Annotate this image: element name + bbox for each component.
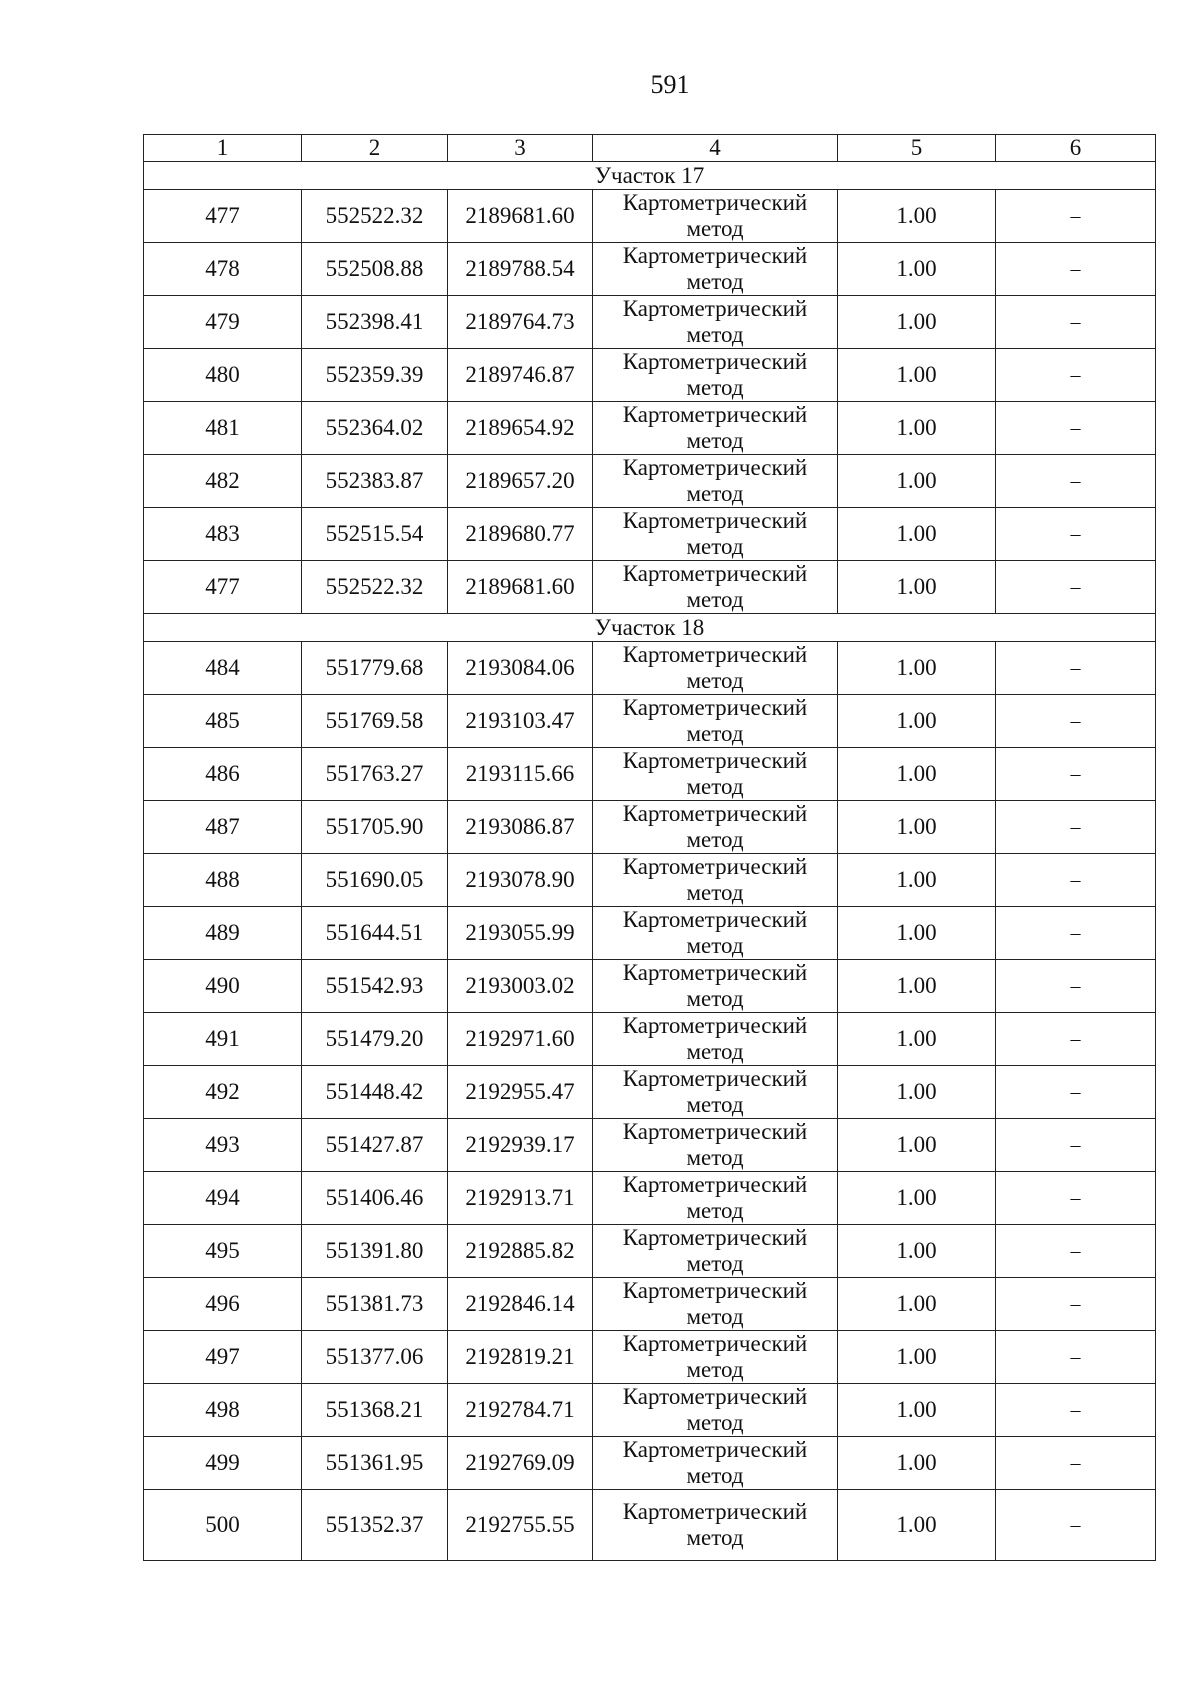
method-cell: Картометрический метод [593, 1066, 838, 1119]
accuracy-cell: 1.00 [838, 243, 996, 296]
method-cell: Картометрический метод [593, 455, 838, 508]
point-number-cell: 484 [144, 642, 302, 695]
table-row [144, 1278, 1156, 1331]
note-cell: – [996, 695, 1156, 748]
method-cell: Картометрический метод [593, 1490, 838, 1561]
x-coordinate-cell: 551406.46 [302, 1172, 448, 1225]
method-cell: Картометрический метод [593, 190, 838, 243]
y-coordinate-cell: 2192769.09 [448, 1437, 593, 1490]
point-number-cell: 491 [144, 1013, 302, 1066]
point-number-cell: 479 [144, 296, 302, 349]
method-cell: Картометрический метод [593, 508, 838, 561]
accuracy-cell: 1.00 [838, 455, 996, 508]
point-number-cell: 480 [144, 349, 302, 402]
x-coordinate-cell: 551644.51 [302, 907, 448, 960]
column-number-cell: 2 [302, 135, 448, 162]
method-cell: Картометрический метод [593, 561, 838, 614]
point-number-cell: 499 [144, 1437, 302, 1490]
x-coordinate-cell: 551381.73 [302, 1278, 448, 1331]
x-coordinate-cell: 552508.88 [302, 243, 448, 296]
accuracy-cell: 1.00 [838, 1437, 996, 1490]
note-cell: – [996, 1437, 1156, 1490]
table-row [144, 748, 1156, 801]
note-cell: – [996, 1172, 1156, 1225]
y-coordinate-cell: 2193115.66 [448, 748, 593, 801]
x-coordinate-cell: 551361.95 [302, 1437, 448, 1490]
note-cell: – [996, 1384, 1156, 1437]
x-coordinate-cell: 551427.87 [302, 1119, 448, 1172]
method-cell: Картометрический метод [593, 1013, 838, 1066]
table-row [144, 1331, 1156, 1384]
column-number-cell: 6 [996, 135, 1156, 162]
note-cell: – [996, 349, 1156, 402]
y-coordinate-cell: 2192913.71 [448, 1172, 593, 1225]
point-number-cell: 486 [144, 748, 302, 801]
point-number-cell: 477 [144, 561, 302, 614]
table-row [144, 1172, 1156, 1225]
y-coordinate-cell: 2189681.60 [448, 190, 593, 243]
x-coordinate-cell: 552364.02 [302, 402, 448, 455]
table-row [144, 907, 1156, 960]
point-number-cell: 496 [144, 1278, 302, 1331]
x-coordinate-cell: 551542.93 [302, 960, 448, 1013]
table-row [144, 642, 1156, 695]
y-coordinate-cell: 2192971.60 [448, 1013, 593, 1066]
accuracy-cell: 1.00 [838, 561, 996, 614]
table-row [144, 1384, 1156, 1437]
table-row [144, 1437, 1156, 1490]
point-number-cell: 492 [144, 1066, 302, 1119]
table-row [144, 854, 1156, 907]
method-cell: Картометрический метод [593, 1225, 838, 1278]
accuracy-cell: 1.00 [838, 508, 996, 561]
section-header-row [144, 614, 1156, 642]
method-cell: Картометрический метод [593, 1278, 838, 1331]
accuracy-cell: 1.00 [838, 1225, 996, 1278]
section-title: Участок 18 [144, 614, 1156, 642]
note-cell: – [996, 190, 1156, 243]
x-coordinate-cell: 552522.32 [302, 190, 448, 243]
table-row [144, 1490, 1156, 1561]
table-row [144, 1225, 1156, 1278]
table-row [144, 190, 1156, 243]
x-coordinate-cell: 551391.80 [302, 1225, 448, 1278]
table-row [144, 455, 1156, 508]
point-number-cell: 493 [144, 1119, 302, 1172]
note-cell: – [996, 455, 1156, 508]
note-cell: – [996, 1013, 1156, 1066]
accuracy-cell: 1.00 [838, 1384, 996, 1437]
column-number-cell: 1 [144, 135, 302, 162]
method-cell: Картометрический метод [593, 1119, 838, 1172]
x-coordinate-cell: 551479.20 [302, 1013, 448, 1066]
accuracy-cell: 1.00 [838, 854, 996, 907]
method-cell: Картометрический метод [593, 907, 838, 960]
method-cell: Картометрический метод [593, 960, 838, 1013]
note-cell: – [996, 907, 1156, 960]
point-number-cell: 495 [144, 1225, 302, 1278]
y-coordinate-cell: 2189681.60 [448, 561, 593, 614]
y-coordinate-cell: 2192885.82 [448, 1225, 593, 1278]
accuracy-cell: 1.00 [838, 907, 996, 960]
x-coordinate-cell: 551448.42 [302, 1066, 448, 1119]
accuracy-cell: 1.00 [838, 1066, 996, 1119]
y-coordinate-cell: 2189788.54 [448, 243, 593, 296]
accuracy-cell: 1.00 [838, 296, 996, 349]
point-number-cell: 494 [144, 1172, 302, 1225]
point-number-cell: 478 [144, 243, 302, 296]
table-row [144, 561, 1156, 614]
accuracy-cell: 1.00 [838, 960, 996, 1013]
note-cell: – [996, 1278, 1156, 1331]
x-coordinate-cell: 551377.06 [302, 1331, 448, 1384]
y-coordinate-cell: 2189764.73 [448, 296, 593, 349]
y-coordinate-cell: 2193084.06 [448, 642, 593, 695]
note-cell: – [996, 1490, 1156, 1561]
section-title: Участок 17 [144, 162, 1156, 190]
y-coordinate-cell: 2192939.17 [448, 1119, 593, 1172]
table-row [144, 1013, 1156, 1066]
point-number-cell: 490 [144, 960, 302, 1013]
method-cell: Картометрический метод [593, 1172, 838, 1225]
method-cell: Картометрический метод [593, 1384, 838, 1437]
note-cell: – [996, 854, 1156, 907]
x-coordinate-cell: 552359.39 [302, 349, 448, 402]
method-cell: Картометрический метод [593, 1331, 838, 1384]
table-row [144, 695, 1156, 748]
method-cell: Картометрический метод [593, 243, 838, 296]
method-cell: Картометрический метод [593, 1437, 838, 1490]
y-coordinate-cell: 2192755.55 [448, 1490, 593, 1561]
note-cell: – [996, 642, 1156, 695]
accuracy-cell: 1.00 [838, 190, 996, 243]
point-number-cell: 487 [144, 801, 302, 854]
column-number-cell: 5 [838, 135, 996, 162]
column-number-cell: 4 [593, 135, 838, 162]
section-header-row [144, 162, 1156, 190]
method-cell: Картометрический метод [593, 748, 838, 801]
y-coordinate-cell: 2193103.47 [448, 695, 593, 748]
point-number-cell: 477 [144, 190, 302, 243]
note-cell: – [996, 1066, 1156, 1119]
y-coordinate-cell: 2192846.14 [448, 1278, 593, 1331]
accuracy-cell: 1.00 [838, 748, 996, 801]
x-coordinate-cell: 551705.90 [302, 801, 448, 854]
table-row [144, 960, 1156, 1013]
y-coordinate-cell: 2192955.47 [448, 1066, 593, 1119]
x-coordinate-cell: 552398.41 [302, 296, 448, 349]
method-cell: Картометрический метод [593, 349, 838, 402]
table-row [144, 296, 1156, 349]
x-coordinate-cell: 551779.68 [302, 642, 448, 695]
note-cell: – [996, 402, 1156, 455]
y-coordinate-cell: 2193003.02 [448, 960, 593, 1013]
x-coordinate-cell: 551769.58 [302, 695, 448, 748]
coordinates-table [143, 134, 1156, 1561]
table-row [144, 1119, 1156, 1172]
note-cell: – [996, 1225, 1156, 1278]
note-cell: – [996, 296, 1156, 349]
method-cell: Картометрический метод [593, 854, 838, 907]
x-coordinate-cell: 551690.05 [302, 854, 448, 907]
y-coordinate-cell: 2189746.87 [448, 349, 593, 402]
x-coordinate-cell: 552515.54 [302, 508, 448, 561]
table-row [144, 801, 1156, 854]
accuracy-cell: 1.00 [838, 349, 996, 402]
accuracy-cell: 1.00 [838, 695, 996, 748]
x-coordinate-cell: 551352.37 [302, 1490, 448, 1561]
table-row [144, 402, 1156, 455]
table-body [144, 135, 1156, 1561]
accuracy-cell: 1.00 [838, 1331, 996, 1384]
note-cell: – [996, 243, 1156, 296]
table-row [144, 349, 1156, 402]
point-number-cell: 500 [144, 1490, 302, 1561]
y-coordinate-cell: 2189657.20 [448, 455, 593, 508]
point-number-cell: 498 [144, 1384, 302, 1437]
point-number-cell: 483 [144, 508, 302, 561]
y-coordinate-cell: 2193055.99 [448, 907, 593, 960]
note-cell: – [996, 1119, 1156, 1172]
y-coordinate-cell: 2192784.71 [448, 1384, 593, 1437]
point-number-cell: 497 [144, 1331, 302, 1384]
note-cell: – [996, 561, 1156, 614]
note-cell: – [996, 508, 1156, 561]
accuracy-cell: 1.00 [838, 1013, 996, 1066]
page-number: 591 [650, 70, 690, 99]
y-coordinate-cell: 2189680.77 [448, 508, 593, 561]
x-coordinate-cell: 551763.27 [302, 748, 448, 801]
table-row [144, 243, 1156, 296]
method-cell: Картометрический метод [593, 296, 838, 349]
column-number-row [144, 135, 1156, 162]
y-coordinate-cell: 2193078.90 [448, 854, 593, 907]
column-number-cell: 3 [448, 135, 593, 162]
accuracy-cell: 1.00 [838, 801, 996, 854]
x-coordinate-cell: 552383.87 [302, 455, 448, 508]
x-coordinate-cell: 552522.32 [302, 561, 448, 614]
accuracy-cell: 1.00 [838, 642, 996, 695]
point-number-cell: 489 [144, 907, 302, 960]
point-number-cell: 481 [144, 402, 302, 455]
note-cell: – [996, 1331, 1156, 1384]
y-coordinate-cell: 2189654.92 [448, 402, 593, 455]
note-cell: – [996, 960, 1156, 1013]
x-coordinate-cell: 551368.21 [302, 1384, 448, 1437]
table-row [144, 508, 1156, 561]
method-cell: Картометрический метод [593, 695, 838, 748]
accuracy-cell: 1.00 [838, 1172, 996, 1225]
accuracy-cell: 1.00 [838, 1490, 996, 1561]
accuracy-cell: 1.00 [838, 1119, 996, 1172]
y-coordinate-cell: 2193086.87 [448, 801, 593, 854]
y-coordinate-cell: 2192819.21 [448, 1331, 593, 1384]
point-number-cell: 488 [144, 854, 302, 907]
note-cell: – [996, 801, 1156, 854]
point-number-cell: 485 [144, 695, 302, 748]
accuracy-cell: 1.00 [838, 1278, 996, 1331]
method-cell: Картометрический метод [593, 642, 838, 695]
accuracy-cell: 1.00 [838, 402, 996, 455]
note-cell: – [996, 748, 1156, 801]
table-row [144, 1066, 1156, 1119]
method-cell: Картометрический метод [593, 402, 838, 455]
method-cell: Картометрический метод [593, 801, 838, 854]
point-number-cell: 482 [144, 455, 302, 508]
